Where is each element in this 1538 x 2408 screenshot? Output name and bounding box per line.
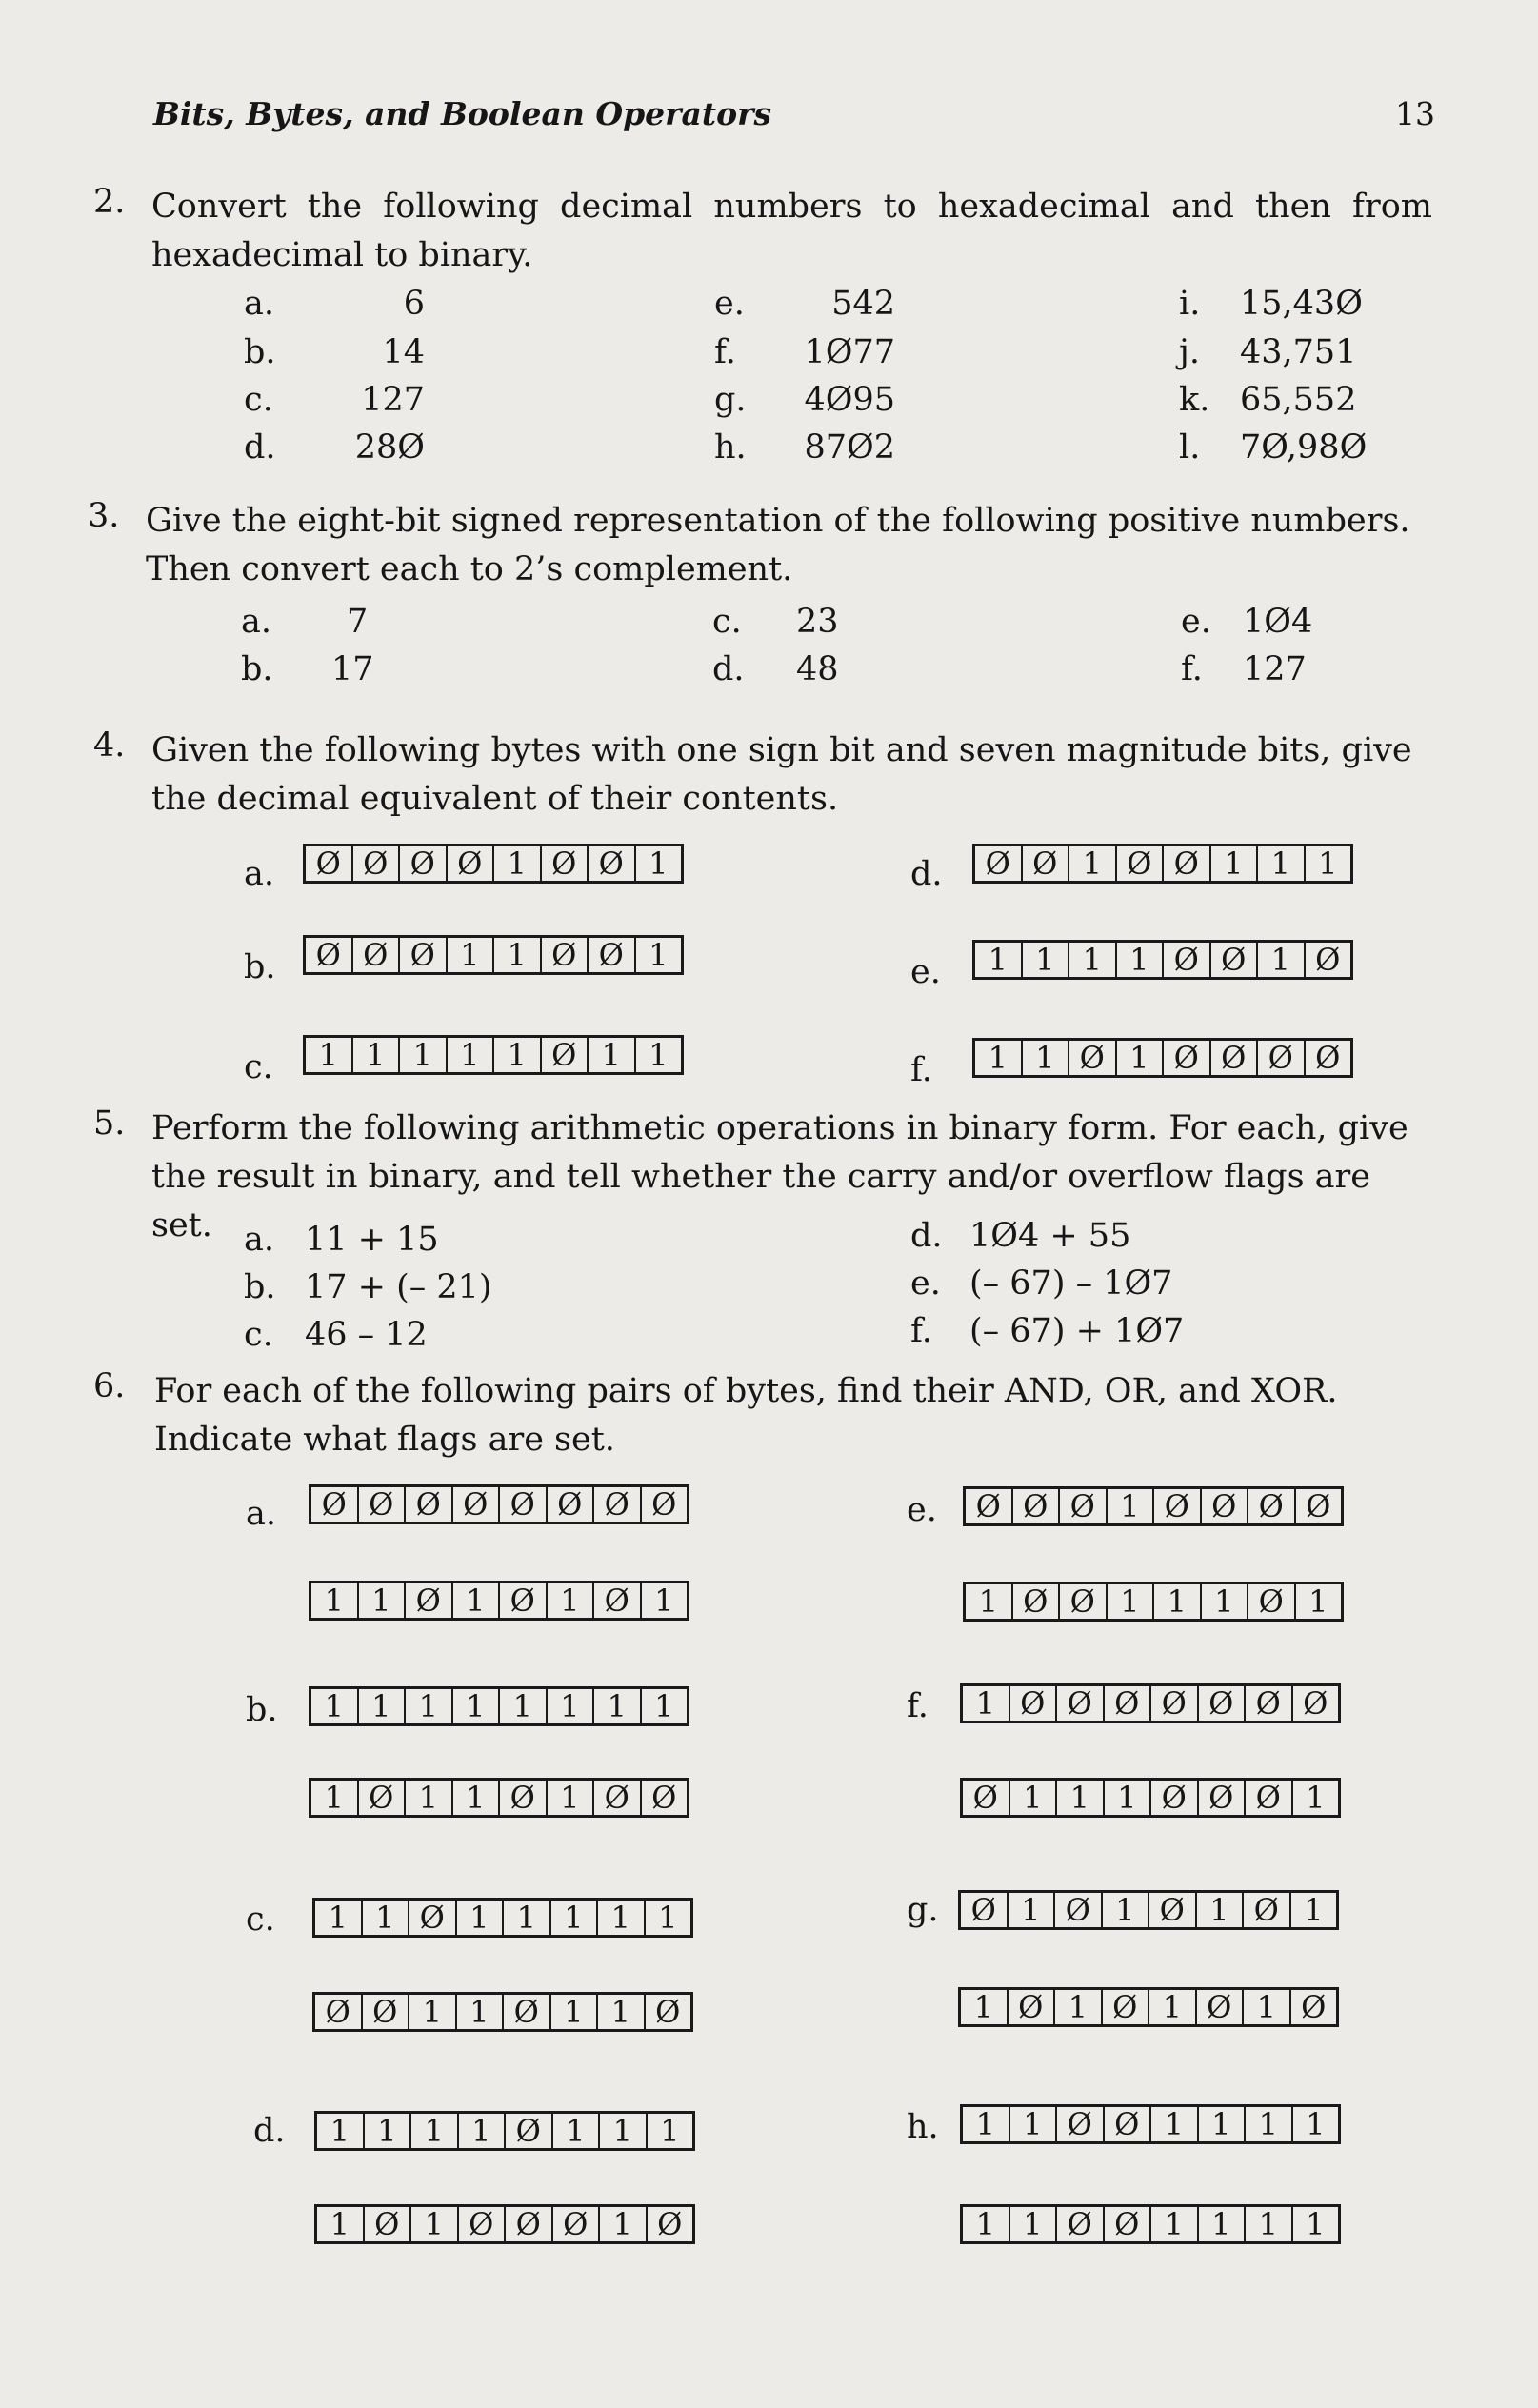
item-value: 17: [331, 650, 374, 688]
bit-cell: 1: [975, 1041, 1023, 1075]
bit-cell: 1: [1010, 1781, 1058, 1815]
running-header-title: Bits, Bytes, and Boolean Operators: [153, 95, 772, 132]
byte-register-bottom: [314, 2204, 695, 2244]
bit-cell: Ø: [1010, 1686, 1058, 1721]
bit-cell: Ø: [400, 846, 448, 881]
bit-cell: 1: [1069, 943, 1117, 977]
bit-cell: 1: [317, 2207, 365, 2241]
question-number: 4.: [93, 726, 126, 765]
bit-cell: 1: [1023, 1041, 1070, 1075]
byte-register-bottom: [963, 1582, 1344, 1622]
bit-cell: Ø: [506, 2207, 553, 2241]
byte-register-top: [958, 1890, 1339, 1930]
bit-cell: 1: [363, 1901, 410, 1935]
bit-cell: Ø: [453, 1487, 501, 1522]
byte-register: [303, 1035, 684, 1075]
byte-register-top: [960, 1683, 1341, 1723]
bit-cell: Ø: [406, 1487, 453, 1522]
bit-cell: Ø: [459, 2207, 507, 2241]
item-expression: 11 + 15: [305, 1221, 439, 1259]
item-label: f.: [714, 333, 736, 371]
byte-register-bottom: [958, 1987, 1339, 2027]
question-number: 2.: [93, 183, 126, 221]
item-label: a.: [246, 1495, 276, 1533]
bit-cell: 1: [594, 1689, 642, 1723]
bit-cell: Ø: [1151, 1781, 1199, 1815]
bit-cell: Ø: [311, 1487, 359, 1522]
bit-cell: Ø: [1315, 1040, 1341, 1076]
bit-cell: Ø: [1303, 1685, 1328, 1721]
item-label: a.: [244, 1221, 274, 1259]
bit-cell: 1: [1197, 1893, 1245, 1927]
item-label: d.: [253, 2112, 286, 2150]
bit-cell: Ø: [400, 938, 448, 972]
page-number: 13: [1395, 95, 1435, 132]
bit-cell: Ø: [1057, 2107, 1105, 2141]
bit-cell: Ø: [542, 846, 589, 881]
item-value: 28Ø: [354, 428, 425, 467]
bit-cell: Ø: [1199, 1686, 1247, 1721]
item-value: 23: [796, 603, 839, 641]
bit-cell: Ø: [353, 846, 401, 881]
byte-register: [972, 1038, 1353, 1078]
bit-cell: Ø: [406, 1583, 453, 1618]
bit-cell: Ø: [1306, 1488, 1331, 1524]
item-label: b.: [244, 1268, 276, 1306]
bit-cell: 1: [448, 1038, 495, 1072]
bit-cell: Ø: [1057, 2207, 1105, 2241]
bit-cell: 1: [457, 1901, 505, 1935]
bit-cell: 1: [1258, 943, 1306, 977]
bit-cell: 1: [1149, 1990, 1197, 2024]
question-text: Convert the following decimal numbers to hexadecimal and then from hexadecimal to binary.: [151, 188, 1432, 274]
bit-cell: Ø: [1105, 2107, 1152, 2141]
bit-cell: Ø: [548, 1487, 595, 1522]
item-label: h.: [907, 2108, 939, 2146]
bit-cell: Ø: [1246, 1686, 1293, 1721]
bit-cell: 1: [966, 1584, 1013, 1619]
item-expression: (– 67) – 1Ø7: [969, 1264, 1173, 1303]
bit-cell: 1: [406, 1689, 453, 1723]
item-value: 15,43Ø: [1240, 285, 1363, 323]
bit-cell: Ø: [504, 1995, 551, 2029]
bit-cell: Ø: [651, 1486, 677, 1522]
bit-cell: 1: [1010, 2207, 1058, 2241]
item-expression: 46 – 12: [305, 1316, 428, 1354]
bit-cell: 1: [1103, 1893, 1150, 1927]
bit-cell: Ø: [594, 1487, 642, 1522]
bit-cell: 1: [1306, 2106, 1326, 2142]
bit-cell: Ø: [657, 2206, 683, 2242]
bit-cell: 1: [504, 1901, 551, 1935]
bit-cell: 1: [589, 1038, 636, 1072]
bit-cell: 1: [353, 1038, 401, 1072]
item-expression: (– 67) + 1Ø7: [969, 1312, 1185, 1350]
bit-cell: 1: [453, 1583, 501, 1618]
bit-cell: 1: [411, 2207, 459, 2241]
bit-cell: 1: [406, 1781, 453, 1815]
bit-cell: 1: [317, 2114, 365, 2148]
bit-cell: 1: [409, 1995, 457, 2029]
item-label: c.: [246, 1901, 275, 1939]
bit-cell: Ø: [500, 1781, 548, 1815]
bit-cell: Ø: [306, 938, 353, 972]
bit-cell: 1: [494, 846, 542, 881]
item-value: 4Ø95: [804, 381, 895, 419]
bit-cell: Ø: [594, 1583, 642, 1618]
bit-cell: Ø: [589, 938, 636, 972]
item-label: f.: [907, 1687, 929, 1725]
item-label: d.: [712, 650, 745, 688]
bit-cell: 1: [1108, 1489, 1155, 1523]
question-text: Give the eight-bit signed representation of the following positive numbers. Then convert each to 2’s complement.: [146, 502, 1410, 588]
byte-register: [972, 844, 1353, 884]
bit-cell: 1: [598, 1995, 646, 2029]
bit-cell: Ø: [363, 1995, 410, 2029]
item-label: a.: [244, 285, 274, 323]
item-value: 7: [347, 603, 369, 641]
item-expression: 17 + (– 21): [305, 1268, 492, 1306]
bit-cell: 1: [457, 1995, 505, 2029]
bit-cell: 1: [1009, 1893, 1056, 1927]
question-text: Perform the following arithmetic operations in binary form. For each, give the result in binary, and tell whether the carry and/or overflow flags are set.: [151, 1109, 1408, 1244]
bit-cell: 1: [963, 2207, 1010, 2241]
item-label: e.: [910, 953, 941, 991]
bit-cell: 1: [548, 1781, 595, 1815]
byte-register-top: [314, 2111, 695, 2151]
bit-cell: 1: [400, 1038, 448, 1072]
item-label: f.: [1181, 650, 1203, 688]
item-label: a.: [241, 603, 271, 641]
bit-cell: Ø: [1248, 1584, 1296, 1619]
bit-cell: Ø: [359, 1487, 407, 1522]
bit-cell: 1: [600, 2114, 648, 2148]
bit-cell: 1: [963, 1686, 1010, 1721]
item-label: g.: [907, 1891, 939, 1929]
bit-cell: 1: [1117, 1041, 1165, 1075]
question-text: Given the following bytes with one sign bit and seven magnitude bits, give the decimal equivalent of their contents.: [151, 731, 1412, 818]
bit-cell: 1: [975, 943, 1023, 977]
bit-cell: Ø: [365, 2207, 412, 2241]
byte-register: [972, 940, 1353, 980]
bit-cell: 1: [1244, 1990, 1291, 2024]
bit-cell: 1: [365, 2114, 412, 2148]
bit-cell: 1: [1306, 2206, 1326, 2242]
byte-register-bottom: [960, 1778, 1341, 1818]
bit-cell: Ø: [1149, 1893, 1197, 1927]
bit-cell: 1: [649, 937, 669, 973]
bit-cell: 1: [306, 1038, 353, 1072]
bit-cell: Ø: [1055, 1893, 1103, 1927]
bit-cell: 1: [654, 1582, 674, 1619]
bit-cell: Ø: [353, 938, 401, 972]
byte-register-bottom: [960, 2204, 1341, 2244]
bit-cell: 1: [658, 1900, 678, 1936]
bit-cell: Ø: [655, 1994, 681, 2030]
bit-cell: Ø: [651, 1780, 677, 1816]
bit-cell: Ø: [542, 1038, 589, 1072]
item-label: e.: [910, 1264, 941, 1303]
item-label: f.: [910, 1312, 932, 1350]
bit-cell: 1: [551, 1995, 599, 2029]
bit-cell: Ø: [553, 2207, 601, 2241]
bit-cell: Ø: [1246, 1781, 1293, 1815]
item-value: 127: [1243, 650, 1307, 688]
bit-cell: 1: [553, 2114, 601, 2148]
byte-register-bottom: [309, 1581, 689, 1621]
byte-register-top: [960, 2104, 1341, 2144]
item-label: b.: [244, 333, 276, 371]
bit-cell: Ø: [1069, 1041, 1117, 1075]
bit-cell: Ø: [963, 1781, 1010, 1815]
bit-cell: 1: [1010, 2107, 1058, 2141]
item-label: e.: [907, 1491, 937, 1529]
bit-cell: Ø: [1151, 1686, 1199, 1721]
item-label: d.: [244, 428, 276, 467]
bit-cell: 1: [961, 1990, 1009, 2024]
bit-cell: 1: [494, 1038, 542, 1072]
bit-cell: Ø: [589, 846, 636, 881]
item-label: h.: [714, 428, 747, 467]
bit-cell: Ø: [1013, 1489, 1061, 1523]
item-label: j.: [1179, 333, 1200, 371]
item-label: c.: [244, 1316, 273, 1354]
item-value: 48: [796, 650, 839, 688]
bit-cell: 1: [1246, 2207, 1293, 2241]
bit-cell: 1: [448, 938, 495, 972]
bit-cell: Ø: [1057, 1686, 1105, 1721]
bit-cell: 1: [600, 2207, 648, 2241]
bit-cell: Ø: [975, 846, 1023, 881]
bit-cell: 1: [1258, 846, 1306, 881]
bit-cell: Ø: [1105, 2207, 1152, 2241]
bit-cell: 1: [1151, 2207, 1199, 2241]
bit-cell: Ø: [359, 1781, 407, 1815]
item-label: k.: [1179, 381, 1210, 419]
bit-cell: 1: [649, 846, 669, 882]
bit-cell: 1: [1318, 846, 1338, 882]
bit-cell: Ø: [1211, 943, 1259, 977]
bit-cell: 1: [598, 1901, 646, 1935]
bit-cell: 1: [660, 2113, 680, 2149]
question-number: 5.: [93, 1104, 126, 1143]
bit-cell: 1: [551, 1901, 599, 1935]
byte-register-bottom: [309, 1778, 689, 1818]
bit-cell: Ø: [448, 846, 495, 881]
bit-cell: 1: [359, 1583, 407, 1618]
bit-cell: 1: [315, 1901, 363, 1935]
bit-cell: Ø: [1105, 1686, 1152, 1721]
bit-cell: 1: [548, 1583, 595, 1618]
item-label: e.: [714, 285, 745, 323]
bit-cell: 1: [1057, 1781, 1105, 1815]
bit-cell: 1: [1246, 2107, 1293, 2141]
bit-cell: 1: [1211, 846, 1259, 881]
bit-cell: 1: [453, 1689, 501, 1723]
bit-cell: 1: [494, 938, 542, 972]
bit-cell: Ø: [966, 1489, 1013, 1523]
item-label: d.: [910, 1217, 943, 1255]
bit-cell: 1: [459, 2114, 507, 2148]
item-value: 1Ø4: [1243, 603, 1313, 641]
item-value: 87Ø2: [804, 428, 895, 467]
bit-cell: 1: [1304, 1892, 1324, 1928]
bit-cell: Ø: [409, 1901, 457, 1935]
bit-cell: 1: [1023, 943, 1070, 977]
item-label: a.: [244, 855, 274, 893]
bit-cell: Ø: [1009, 1990, 1056, 2024]
item-expression: 1Ø4 + 55: [969, 1217, 1131, 1255]
bit-cell: Ø: [594, 1781, 642, 1815]
byte-register-top: [309, 1686, 689, 1726]
question-number: 3.: [88, 497, 120, 535]
item-label: b.: [244, 948, 276, 986]
item-label: b.: [241, 650, 273, 688]
bit-cell: Ø: [1154, 1489, 1202, 1523]
bit-cell: Ø: [1013, 1584, 1061, 1619]
bit-cell: Ø: [1060, 1489, 1108, 1523]
bit-cell: Ø: [1060, 1584, 1108, 1619]
bit-cell: Ø: [1117, 846, 1165, 881]
item-label: f.: [910, 1051, 932, 1089]
bit-cell: Ø: [506, 2114, 553, 2148]
bit-cell: Ø: [315, 1995, 363, 2029]
bit-cell: Ø: [1211, 1041, 1259, 1075]
question-number: 6.: [93, 1367, 126, 1405]
bit-cell: 1: [1105, 1781, 1152, 1815]
bit-cell: Ø: [1197, 1990, 1245, 2024]
bit-cell: Ø: [500, 1583, 548, 1618]
bit-cell: 1: [548, 1689, 595, 1723]
byte-register-top: [963, 1486, 1344, 1526]
bit-cell: 1: [411, 2114, 459, 2148]
bit-cell: Ø: [1164, 846, 1211, 881]
bit-cell: 1: [1308, 1583, 1328, 1620]
bit-cell: 1: [1306, 1780, 1326, 1816]
item-value: 127: [361, 381, 425, 419]
byte-register-top: [309, 1484, 689, 1524]
bit-cell: 1: [649, 1037, 669, 1073]
bit-cell: 1: [500, 1689, 548, 1723]
item-value: 43,751: [1240, 333, 1357, 371]
bit-cell: 1: [1154, 1584, 1202, 1619]
bit-cell: 1: [1151, 2107, 1199, 2141]
item-label: c.: [712, 603, 742, 641]
bit-cell: Ø: [961, 1893, 1009, 1927]
item-label: b.: [246, 1691, 278, 1729]
bit-cell: Ø: [1202, 1489, 1249, 1523]
bit-cell: 1: [1199, 2107, 1247, 2141]
bit-cell: 1: [1069, 846, 1117, 881]
item-label: c.: [244, 1048, 273, 1086]
bit-cell: 1: [1055, 1990, 1103, 2024]
item-label: i.: [1179, 285, 1201, 323]
byte-register-bottom: [312, 1992, 693, 2032]
bit-cell: Ø: [1258, 1041, 1306, 1075]
bit-cell: 1: [1202, 1584, 1249, 1619]
bit-cell: Ø: [1244, 1893, 1291, 1927]
bit-cell: Ø: [1103, 1990, 1150, 2024]
item-label: c.: [244, 381, 273, 419]
question-text: For each of the following pairs of bytes, find their AND, OR, and XOR. Indicate what flags are set.: [154, 1372, 1338, 1459]
bit-cell: 1: [311, 1583, 359, 1618]
bit-cell: 1: [311, 1689, 359, 1723]
bit-cell: Ø: [500, 1487, 548, 1522]
byte-register: [303, 844, 684, 884]
bit-cell: 1: [1117, 943, 1165, 977]
item-value: 14: [382, 333, 425, 371]
byte-register-top: [312, 1898, 693, 1938]
bit-cell: 1: [1199, 2207, 1247, 2241]
bit-cell: Ø: [1023, 846, 1070, 881]
item-value: 6: [403, 285, 425, 323]
bit-cell: Ø: [1199, 1781, 1247, 1815]
byte-register: [303, 935, 684, 975]
bit-cell: Ø: [306, 846, 353, 881]
item-value: 542: [831, 285, 895, 323]
item-label: e.: [1181, 603, 1211, 641]
item-label: d.: [910, 855, 943, 893]
item-label: l.: [1179, 428, 1201, 467]
bit-cell: Ø: [1315, 942, 1341, 978]
bit-cell: Ø: [542, 938, 589, 972]
bit-cell: Ø: [1164, 1041, 1211, 1075]
bit-cell: 1: [453, 1781, 501, 1815]
item-label: g.: [714, 381, 747, 419]
bit-cell: 1: [654, 1688, 674, 1724]
bit-cell: 1: [963, 2107, 1010, 2141]
bit-cell: 1: [1108, 1584, 1155, 1619]
bit-cell: Ø: [1248, 1489, 1296, 1523]
bit-cell: 1: [359, 1689, 407, 1723]
item-value: 1Ø77: [804, 333, 895, 371]
bit-cell: Ø: [1301, 1989, 1327, 2025]
bit-cell: Ø: [1164, 943, 1211, 977]
item-value: 65,552: [1240, 381, 1357, 419]
bit-cell: 1: [311, 1781, 359, 1815]
item-value: 7Ø,98Ø: [1240, 428, 1368, 467]
